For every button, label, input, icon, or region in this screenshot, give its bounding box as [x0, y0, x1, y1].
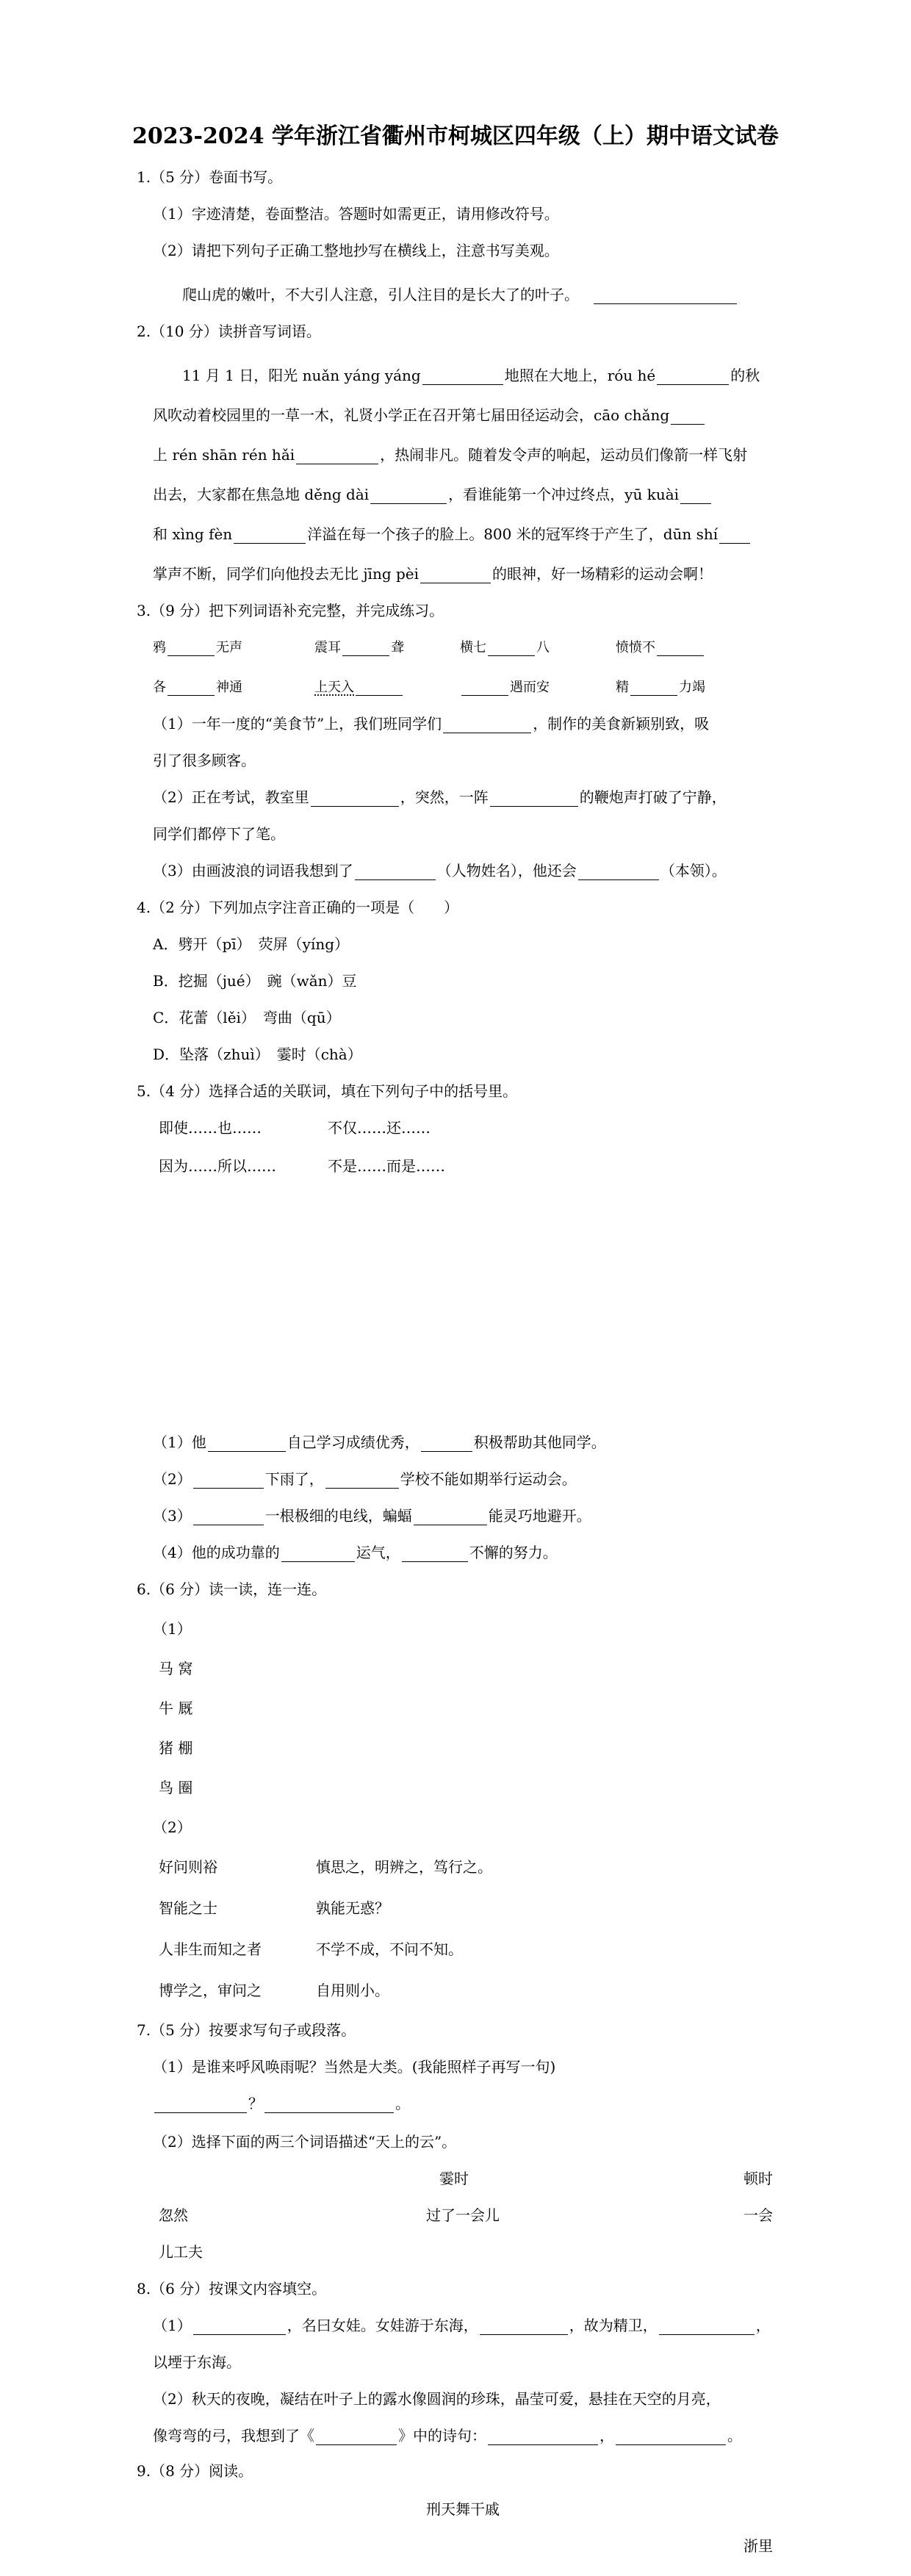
q3-word7 — [460, 679, 550, 696]
q3-blank-w4[interactable] — [657, 641, 704, 656]
q3-s2b: ，突然，一阵 — [400, 788, 489, 806]
q3-blank-s3a[interactable] — [355, 865, 436, 880]
q2-blank8[interactable] — [719, 528, 750, 544]
q7-qmark: ？ — [248, 2095, 263, 2112]
q6-part1: （1） — [153, 1620, 192, 1638]
q7-blank2[interactable] — [264, 2098, 394, 2113]
q8-s1b: ，名曰女娃。女娃游于东海， — [287, 2317, 478, 2334]
q3-blank-w3[interactable] — [488, 641, 535, 656]
q2-l1a: 11 月 1 日，阳光 nuǎn yáng yáng — [182, 367, 421, 384]
q3-s2 — [153, 788, 727, 807]
q8-blank4[interactable] — [316, 2430, 397, 2445]
q5-option4: 不是……而是…… — [328, 1157, 445, 1175]
q6-animal3[interactable]: 猪 棚 — [159, 1739, 193, 1757]
q3-s3a: （3）由画波浪的词语我想到了 — [153, 862, 353, 879]
q3-w7: 遇而安 — [510, 680, 550, 695]
q3-w2b: 聋 — [391, 640, 404, 655]
q3-heading: 3.（9 分）把下列词语补充完整，并完成练习。 — [137, 602, 444, 619]
q3-s1c: 引了很多顾客。 — [153, 752, 256, 769]
q3-w2: 震耳 — [314, 640, 341, 655]
q6-right1[interactable]: 慎思之，明辨之，笃行之。 — [316, 1858, 492, 1876]
q1-answer-line[interactable] — [594, 289, 737, 304]
q2-l2a: 风吹动着校园里的一草一木，礼贤小学正在召开第七届田径运动会，cāo chǎng — [153, 406, 670, 424]
q2-line4 — [153, 485, 713, 504]
q5-s4 — [153, 1543, 558, 1562]
q2-l5a: 和 xìng fèn — [153, 525, 233, 543]
q2-line3 — [153, 445, 747, 464]
q3-s3b: （人物姓名），他还会 — [436, 862, 577, 879]
q3-blank-w5[interactable] — [168, 680, 215, 696]
q5-heading: 5.（4 分）选择合适的关联词，填在下列句子中的括号里。 — [137, 1082, 518, 1100]
q2-line2 — [153, 406, 706, 425]
q6-right4[interactable]: 自用则小。 — [316, 1982, 389, 1999]
q1-sub1: （1）字迹清楚，卷面整洁。答题时如需更正，请用修改符号。 — [153, 205, 559, 223]
q7-word3: 忽然 — [159, 2206, 188, 2224]
q8-blank2[interactable] — [480, 2320, 568, 2335]
q5-s3 — [153, 1506, 591, 1525]
q7-s1: （1）是谁来呼风唤雨呢？当然是大类。(我能照样子再写一句) — [153, 2058, 556, 2076]
q9-author: 浙里 — [743, 2537, 773, 2555]
q8-s1c: ，故为精卫， — [569, 2317, 658, 2334]
q2-blank1[interactable] — [422, 370, 503, 385]
q2-line6 — [153, 564, 713, 583]
q5-blank3[interactable] — [193, 1473, 264, 1489]
q2-blank7[interactable] — [234, 528, 306, 544]
q7-word5: 一会 — [743, 2206, 773, 2224]
q8-s1e: 以堙于东海。 — [153, 2353, 241, 2371]
q1-heading: 1.（5 分）卷面书写。 — [137, 168, 283, 186]
q2-line5 — [153, 525, 752, 544]
q8-s2e: 。 — [727, 2427, 742, 2444]
q3-s1 — [153, 714, 709, 733]
q7-heading: 7.（5 分）按要求写句子或段落。 — [137, 2021, 356, 2039]
q5-option2: 不仅……还…… — [328, 1119, 431, 1137]
q3-w1b: 无声 — [216, 640, 242, 655]
q5-s3a: （3） — [153, 1507, 192, 1525]
q8-s2b: 像弯弯的弓，我想到了《 — [153, 2427, 314, 2444]
q2-line1 — [182, 366, 760, 385]
q6-left4[interactable]: 博学之，审问之 — [159, 1982, 262, 1999]
q5-s4b: 运气， — [356, 1544, 400, 1561]
q5-blank1[interactable] — [208, 1436, 286, 1452]
q5-option3: 因为……所以…… — [159, 1157, 276, 1175]
q3-blank-w6[interactable] — [356, 680, 403, 696]
q3-word6 — [314, 679, 404, 696]
q5-blank7[interactable] — [281, 1547, 355, 1562]
q7-end: 。 — [395, 2095, 410, 2112]
q8-s1 — [153, 2316, 771, 2335]
q2-blank6[interactable] — [680, 489, 711, 504]
q5-blank6[interactable] — [414, 1510, 487, 1525]
q7-word1: 霎时 — [439, 2170, 469, 2187]
q6-left1[interactable]: 好问则裕 — [159, 1858, 217, 1876]
q5-s2c: 学校不能如期举行运动会。 — [400, 1470, 577, 1488]
q3-blank-w1[interactable] — [168, 641, 215, 656]
q4-heading: 4.（2 分）下列加点字注音正确的一项是（ ） — [137, 899, 459, 916]
q3-blank-s2b[interactable] — [490, 791, 578, 807]
q5-s1 — [153, 1433, 606, 1452]
q3-blank-s3b[interactable] — [578, 865, 659, 880]
q2-l4b: ，看谁能第一个冲过终点，yū kuài — [448, 486, 680, 503]
q8-s2a: （2）秋天的夜晚，凝结在叶子上的露水像圆润的珍珠，晶莹可爱，悬挂在天空的月亮， — [153, 2390, 721, 2408]
q2-l5b: 洋溢在每一个孩子的脸上。800 米的冠军终于产生了，dūn shí — [307, 525, 719, 543]
q7-s1-answer — [153, 2094, 410, 2113]
q2-l3a: 上 rén shān rén hǎi — [153, 446, 295, 464]
q4-option-b[interactable]: B．挖掘（jué） 豌（wǎn）豆 — [153, 972, 357, 990]
q3-w4: 愤愤不 — [616, 640, 655, 655]
q8-blank3[interactable] — [659, 2320, 755, 2335]
q5-s2b: 下雨了， — [264, 1470, 324, 1488]
q2-l3b: ，热闹非凡。随着发令声的响起，运动员们像箭一样飞射 — [380, 446, 748, 464]
q8-heading: 8.（6 分）按课文内容填空。 — [137, 2280, 327, 2298]
q5-blank8[interactable] — [402, 1547, 468, 1562]
q3-word1 — [153, 639, 242, 656]
q6-animal1[interactable]: 马 窝 — [159, 1660, 193, 1677]
q5-blank2[interactable] — [421, 1436, 472, 1452]
q2-blank9[interactable] — [420, 568, 491, 583]
q3-s3c: （本领）。 — [660, 862, 727, 879]
q6-right3[interactable]: 不学不成，不问不知。 — [316, 1940, 463, 1958]
q5-s4a: （4）他的成功靠的 — [153, 1544, 280, 1561]
q5-s1b: 自己学习成绩优秀， — [287, 1433, 420, 1451]
q6-left2[interactable]: 智能之士 — [159, 1899, 217, 1917]
q2-heading: 2.（10 分）读拼音写词语。 — [137, 323, 321, 340]
q8-blank1[interactable] — [193, 2320, 286, 2335]
q8-s1a: （1） — [153, 2317, 192, 2334]
q3-w5: 各 — [153, 680, 166, 695]
q7-word4: 过了一会儿 — [426, 2206, 500, 2224]
q3-blank-w7[interactable] — [461, 680, 508, 696]
q3-w8: 精 — [616, 680, 629, 695]
q6-heading: 6.（6 分）读一读，连一连。 — [137, 1580, 327, 1598]
q5-option1: 即使……也…… — [159, 1119, 262, 1137]
q5-s3c: 能灵巧地避开。 — [488, 1507, 591, 1525]
q3-word5 — [153, 679, 242, 696]
q8-blank6[interactable] — [616, 2430, 726, 2445]
q1-sentence — [182, 285, 738, 304]
q1-sentence-text: 爬山虎的嫩叶，不大引人注意，引人注目的是长大了的叶子。 — [182, 286, 579, 303]
q1-sub2: （2）请把下列句子正确工整地抄写在横线上，注意书写美观。 — [153, 242, 559, 259]
q3-blank-w8[interactable] — [630, 680, 677, 696]
q2-blank2[interactable] — [657, 370, 729, 385]
q2-l4a: 出去，大家都在焦急地 děng dài — [153, 486, 370, 503]
q2-l1b: 地照在大地上，róu hé — [504, 367, 656, 384]
q3-word3 — [460, 639, 550, 656]
q8-s1d: ， — [755, 2317, 771, 2334]
q6-part2: （2） — [153, 1818, 192, 1836]
q5-s2a: （2） — [153, 1470, 192, 1488]
q3-word2 — [314, 639, 404, 656]
q5-blank4[interactable] — [325, 1473, 399, 1489]
q2-l6b: 的眼神，好一场精彩的运动会啊！ — [492, 565, 713, 583]
q4-option-a[interactable]: A．劈开（pī） 荧屏（yíng） — [153, 935, 350, 953]
q3-blank-s1[interactable] — [443, 718, 531, 733]
q7-word2: 顿时 — [743, 2170, 773, 2187]
q5-blank5[interactable] — [193, 1510, 264, 1525]
q3-w8b: 力竭 — [679, 680, 705, 695]
q9-title: 刑天舞干戚 — [426, 2500, 500, 2518]
q2-blank3[interactable] — [671, 409, 705, 425]
q3-w1: 鸦 — [153, 640, 166, 655]
q8-s2c: 》中的诗句： — [398, 2427, 486, 2444]
q5-s4c: 不懈的努力。 — [469, 1544, 558, 1561]
q4-option-d[interactable]: D．坠落（zhuì） 霎时（chà） — [153, 1046, 362, 1063]
page-title: 2023-2024 学年浙江省衢州市柯城区四年级（上）期中语文试卷 — [132, 123, 779, 149]
q7-s2: （2）选择下面的两三个词语描述“天上的云”。 — [153, 2133, 457, 2151]
q3-s2a: （2）正在考试，教室里 — [153, 788, 309, 806]
q3-blank-s2a[interactable] — [311, 791, 399, 807]
q3-s2c: 的鞭炮声打破了宁静， — [579, 788, 727, 806]
q2-blank5[interactable] — [370, 489, 447, 504]
q3-word4 — [616, 639, 705, 656]
q8-blank5[interactable] — [488, 2430, 598, 2445]
q4-option-c[interactable]: C．花蕾（lěi） 弯曲（qū） — [153, 1009, 341, 1026]
q6-right2[interactable]: 孰能无惑？ — [316, 1899, 389, 1917]
q6-animal4[interactable]: 鸟 圈 — [159, 1779, 193, 1796]
q3-w5b: 神通 — [216, 680, 242, 695]
q5-s2 — [153, 1469, 577, 1489]
q3-s3 — [153, 861, 727, 880]
q3-word8 — [616, 679, 705, 696]
q7-word6: 儿工夫 — [159, 2243, 203, 2261]
q2-l6a: 掌声不断，同学们向他投去无比 jīng pèi — [153, 565, 420, 583]
q3-w6: 上天入 — [314, 680, 354, 695]
q6-animal2[interactable]: 牛 厩 — [159, 1699, 193, 1717]
q9-heading: 9.（8 分）阅读。 — [137, 2462, 253, 2480]
q5-s1c: 积极帮助其他同学。 — [473, 1433, 606, 1451]
q2-l1c: 的秋 — [730, 367, 760, 384]
q3-s1a: （1）一年一度的“美食节”上，我们班同学们 — [153, 715, 442, 733]
q5-s1a: （1）他 — [153, 1433, 206, 1451]
q8-s2 — [153, 2426, 742, 2445]
q6-left3[interactable]: 人非生而知之者 — [159, 1940, 262, 1958]
q2-blank4[interactable] — [296, 449, 378, 464]
q8-s2d: ， — [599, 2427, 614, 2444]
q3-blank-w2[interactable] — [342, 641, 389, 656]
q3-s1b: ，制作的美食新颖别致，吸 — [533, 715, 710, 733]
q3-s2d: 同学们都停下了笔。 — [153, 825, 285, 843]
q5-s3b: 一根极细的电线，蝙蝠 — [264, 1507, 412, 1525]
q7-blank1[interactable] — [154, 2098, 247, 2113]
q3-w3b: 八 — [536, 640, 550, 655]
q3-w3: 横七 — [460, 640, 486, 655]
